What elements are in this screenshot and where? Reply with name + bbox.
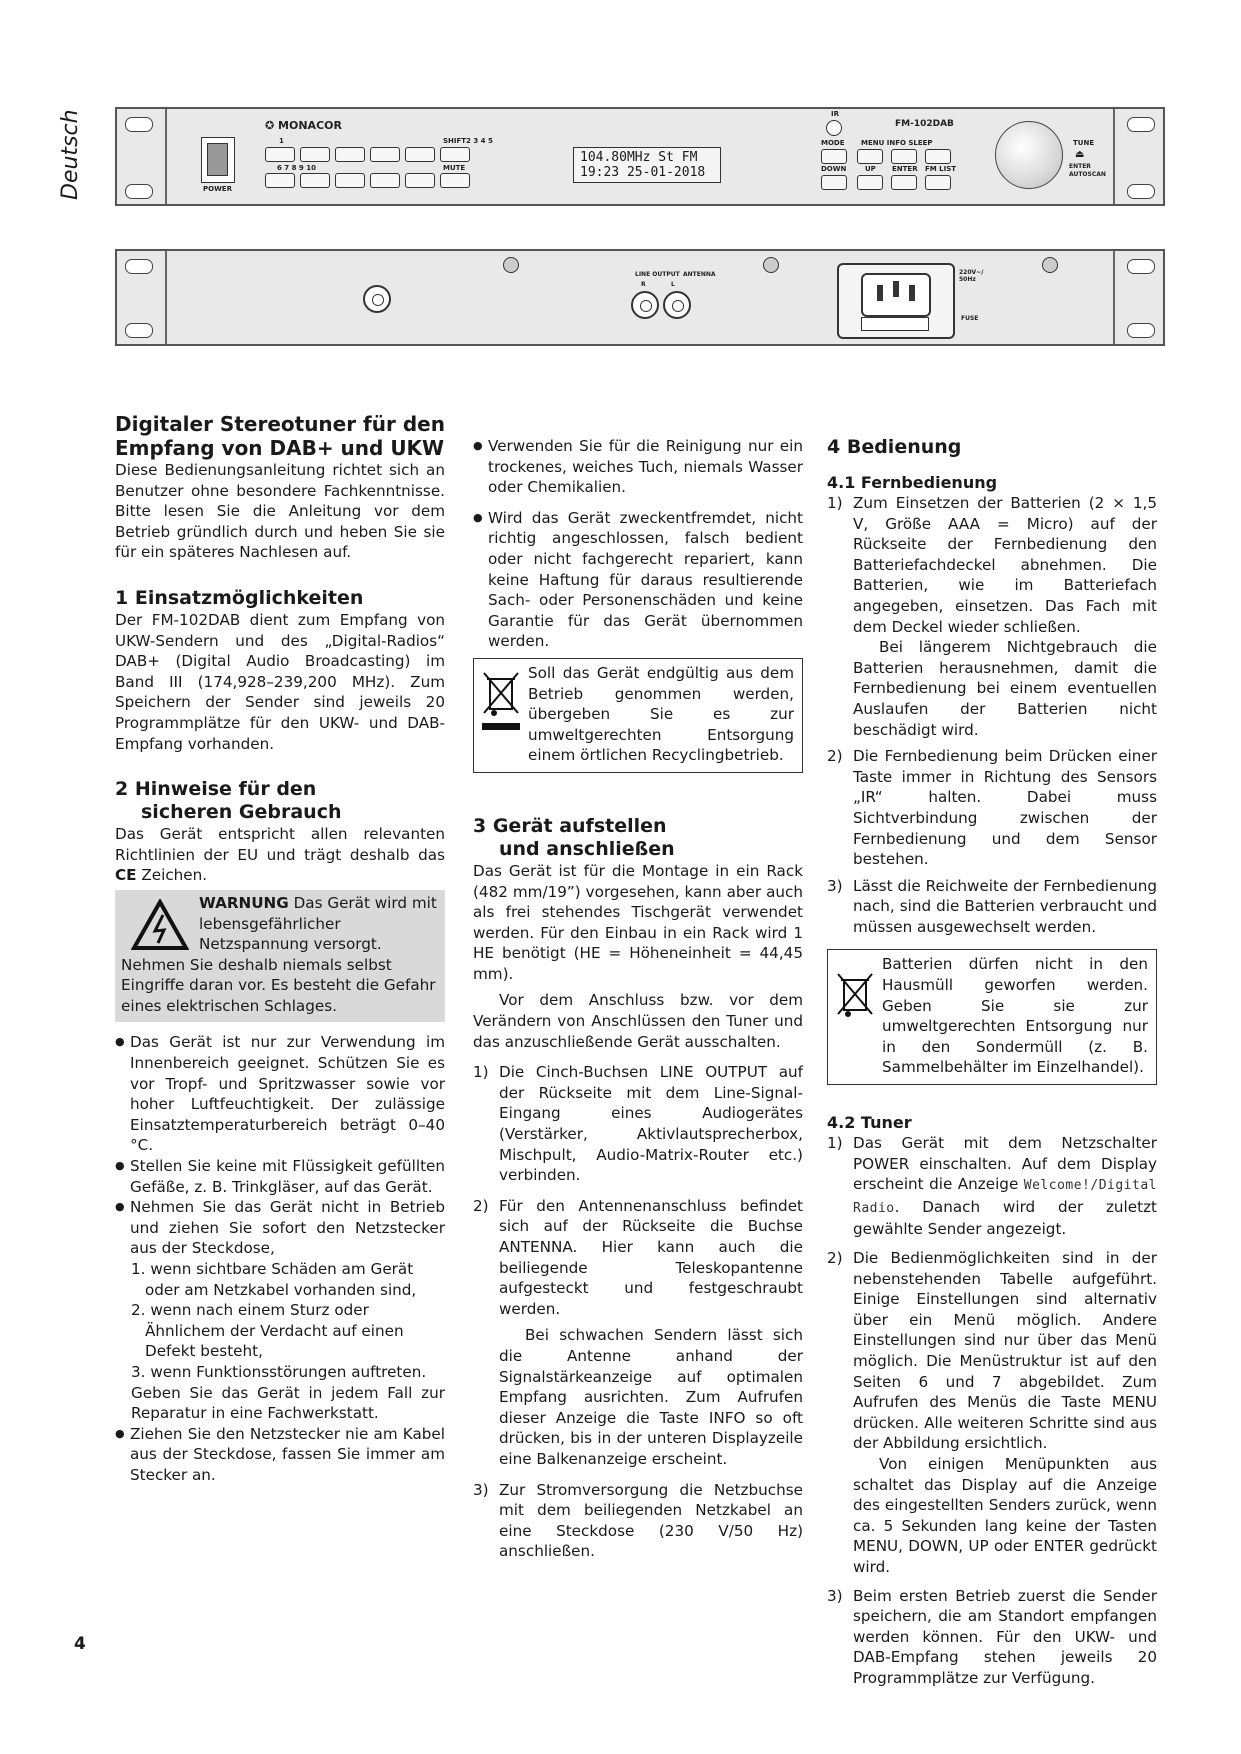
step-4-1-3: 3) Lässt die Reichweite der Fernbedienung nach, sind die Batterien verbraucht und müssen ausgewechselt werden. bbox=[827, 876, 1157, 936]
label-down: DOWN bbox=[821, 165, 847, 173]
step-3-2-detail: Bei schwachen Sendern lässt sich die Antenne anhand der Signalstärkeanzeige auf optimalen Empfang ausrichten. Zum Aufrufen dieser Anzeige die Taste INFO so oft drücken, bis in der unteren Displayzeile eine Balkenanzeige erscheint. bbox=[499, 1326, 803, 1468]
column-3 bbox=[827, 436, 1157, 1688]
bullet-unplug-reason-1: 1. wenn sichtbare Schäden am Gerät oder am Netzkabel vorhanden sind, bbox=[131, 1260, 417, 1299]
crossed-bin-icon bbox=[836, 972, 876, 1022]
line-output-r-jack bbox=[631, 291, 659, 319]
step-4-1-1-detail: Bei längerem Nichtgebrauch die Batterien herausnehmen, damit die Fernbedienung bei einem eventuellen Auslaufen der Batterien nicht beschädigt wird. bbox=[853, 638, 1157, 739]
electric-hazard-icon bbox=[131, 899, 189, 951]
column-2 bbox=[473, 436, 803, 1562]
front-panel-drawing bbox=[115, 107, 1165, 206]
page-number: 4 bbox=[74, 1634, 86, 1654]
rack-slot bbox=[1127, 117, 1155, 132]
screw bbox=[503, 257, 519, 273]
step-4-2-1: 1) Das Gerät mit dem Netzschalter POWER einschalten. Auf dem Display erscheint die Anzeige Welcome!/Digital Radio. Danach wird der zuletzt gewählte Sender angezeigt. bbox=[827, 1134, 1157, 1239]
display-text: Welcome!/Digital Radio bbox=[853, 1178, 1157, 1216]
bullet-cleaning: ● Verwenden Sie für die Reinigung nur ein trockenes, weiches Tuch, niemals Wasser oder Chemikalien. bbox=[473, 436, 803, 498]
line-output-l-jack bbox=[663, 291, 691, 319]
section-3-paragraph-2: Vor dem Anschluss bzw. vor dem Verändern von Anschlüssen den Tuner und das anzuschließende Gerät ausschalten. bbox=[473, 991, 803, 1051]
antenna-jack bbox=[363, 285, 391, 313]
warning-title: WARNUNG bbox=[199, 893, 289, 912]
battery-disposal-box bbox=[827, 949, 1157, 1085]
preset-button bbox=[300, 173, 330, 188]
step-4-2-2: 2) Die Bedienmöglichkeiten sind in der nebenstehenden Tabelle aufgeführt. Einige Einstellungen sind alternativ über ein Menü möglich. Andere Einstellungen sind nur über das Menü möglich. Die Menüstruktur ist auf den Seiten 6 und 7 abgebildet. Zum Aufrufen des Menüs die Taste MENU drücken. Alle weiteren Schritte sind aus der Abbildung ersichtlich. bbox=[827, 1249, 1157, 1453]
step-3-3: 3) Zur Stromversorgung die Netzbuchse mit dem beiliegenden Netzkabel an eine Steckdose (230 V/50 Hz) anschließen. bbox=[473, 1480, 803, 1561]
sleep-button bbox=[925, 149, 951, 164]
step-3-1: 1) Die Cinch-Buchsen LINE OUTPUT auf der Rückseite mit dem Line-Signal-Eingang eines Audiogerätes (Verstärker, Aktivlautsprecherbox, Mischpult, Audio-Matrix-Router etc.) verbinden. bbox=[473, 1063, 803, 1185]
step-4-2-2-detail: Von einigen Menüpunkten aus schaltet das Display auf die Anzeige des eingestellten Senders zurück, wenn ca. 5 Sekunden lang keine der Tasten MENU, DOWN, UP oder ENTER gedrückt wird. bbox=[853, 1454, 1157, 1576]
rack-slot bbox=[125, 323, 153, 338]
label-voltage: 220V~/ 50Hz bbox=[959, 269, 984, 283]
label-fm-list: FM LIST bbox=[925, 165, 957, 173]
label-line-output: LINE OUTPUT bbox=[635, 271, 680, 278]
section-1-heading: 1 Einsatzmöglichkeiten bbox=[115, 586, 364, 609]
tune-arrow-icon: ⏏ bbox=[1075, 149, 1085, 160]
section-2-paragraph: Das Gerät entspricht allen relevanten Richtlinien der EU und trägt deshalb das CE Zeichen. bbox=[115, 825, 445, 885]
label-tune: TUNE bbox=[1073, 139, 1095, 147]
disposal-text: Soll das Gerät endgültig aus dem Betrieb genommen werden, übergeben Sie es zur umweltgerechten Entsorgung einem örtlichen Recyclingbetrieb. bbox=[528, 663, 794, 765]
menu-button bbox=[857, 149, 883, 164]
ir-sensor bbox=[826, 120, 842, 136]
rack-ear-line bbox=[165, 109, 167, 204]
section-3-heading: 3 Gerät aufstellen und anschließen bbox=[473, 814, 675, 860]
column-1 bbox=[115, 412, 445, 1486]
preset-button bbox=[405, 173, 435, 188]
battery-disposal-text: Batterien dürfen nicht in den Hausmüll geworfen werden. Geben Sie sie zur umweltgerechten Entsorgung nur in den Sondermüll (z. B. Sammelbehälter im Einzelhandel). bbox=[882, 955, 1148, 1077]
label-mode: MODE bbox=[821, 139, 845, 147]
preset-button bbox=[370, 173, 400, 188]
ce-mark: CE bbox=[115, 866, 137, 885]
preset-button bbox=[335, 173, 365, 188]
rack-ear-line bbox=[1113, 109, 1115, 204]
info-button bbox=[891, 149, 917, 164]
rack-slot bbox=[1127, 184, 1155, 199]
rack-ear-line bbox=[1113, 251, 1115, 344]
label-row2: 6 7 8 9 10 bbox=[277, 164, 316, 172]
screw bbox=[1042, 257, 1058, 273]
rack-slot bbox=[125, 184, 153, 199]
bullet-unplug: ● Nehmen Sie das Gerät nicht in Betrieb und ziehen Sie sofort den Netzstecker aus der Steckdose, bbox=[115, 1197, 445, 1259]
preset-button bbox=[335, 147, 365, 162]
brand-logo: ✪ MONACOR bbox=[265, 119, 342, 132]
section-3-paragraph-1: Das Gerät ist für die Montage in ein Rack (482 mm/19”) vorgesehen, kann aber auch als frei stehendes Tischgerät verwendet werden. Für den Einbau in ein Rack wird 1 HE benötigt (HE = Höheneinheit = 44,45 mm). bbox=[473, 861, 803, 983]
bullet-liability: ● Wird das Gerät zweckentfremdet, nicht richtig angeschlossen, falsch bedient oder nicht fachgerecht repariert, kann keine Haftung für daraus resultierende Sach- oder Personenschäden und keine Garantie für das Gerät übernommen werden. bbox=[473, 508, 803, 652]
up-button bbox=[857, 175, 883, 190]
bullet-indoor-use: ● Das Gerät ist nur zur Verwendung im Innenbereich geeignet. Schützen Sie es vor Tropf- und Spritzwasser sowie vor hoher Luftfeuchtigkeit. Der zulässige Einsatztemperaturbereich beträgt 0–40 °C. bbox=[115, 1032, 445, 1156]
crossed-bin-icon bbox=[482, 671, 522, 733]
warning-box bbox=[115, 890, 445, 1023]
section-1-paragraph: Der FM-102DAB dient zum Empfang von UKW-Sendern und des „Digital-Radios“ DAB+ (Digital Audio Broadcasting) im Band III (174,928–239,200 MHz). Zum Speichern der Sender sind jeweils 20 Programmplätze für den UKW- und DAB-Empfang vorhanden. bbox=[115, 610, 445, 753]
back-panel-drawing bbox=[115, 249, 1165, 346]
step-4-2-3: 3) Beim ersten Betrieb zuerst die Sender speichern, die am Standort empfangen werden können. Für den UKW- und DAB-Empfang stehen jeweils 20 Programmplätze zur Verfügung. bbox=[827, 1586, 1157, 1687]
mains-socket bbox=[837, 263, 955, 339]
warning-text: Das Gerät wird mit lebensgefährlicher Netzspannung versorgt. Nehmen Sie deshalb niemals selbst Eingriffe daran vor. Es besteht die Gefahr eines elektrischen Schlages. bbox=[121, 893, 437, 1015]
section-4-heading: 4 Bedienung bbox=[827, 436, 962, 458]
rack-slot bbox=[125, 117, 153, 132]
language-label: Deutsch bbox=[58, 109, 83, 200]
step-3-2: 2) Für den Antennenanschluss befindet sich auf der Rückseite die Buchse ANTENNA. Hier kann auch die beiliegende Teleskopantenne aufgesteckt und festgeschraubt werden. bbox=[473, 1196, 803, 1318]
step-4-1-2: 2) Die Fernbedienung beim Drücken einer Taste immer in Richtung des Sensors „IR“ halten. Dabei muss Sichtverbindung zwischen der Fernbedienung und dem Sensor bestehen. bbox=[827, 747, 1157, 869]
label-fuse: FUSE bbox=[961, 315, 979, 322]
down-button bbox=[821, 175, 847, 190]
section-2-heading: 2 Hinweise für den sicheren Gebrauch bbox=[115, 778, 342, 824]
label-mute: MUTE bbox=[443, 164, 466, 172]
label-enter: ENTER bbox=[892, 165, 918, 173]
power-label: POWER bbox=[203, 185, 232, 193]
preset-button bbox=[265, 173, 295, 188]
intro-paragraph: Diese Bedienungsanleitung richtet sich an Benutzer ohne besondere Fachkenntnisse. Bitte lesen Sie die Anleitung vor dem Betrieb gründlich durch und heben Sie sie für ein späteres Nachlesen auf. bbox=[115, 461, 445, 562]
bullet-no-liquids: ● Stellen Sie keine mit Flüssigkeit gefüllten Gefäße, z. B. Trinkgläser, auf das Gerät. bbox=[115, 1156, 445, 1197]
mute-button bbox=[440, 173, 470, 188]
rack-ear-line bbox=[165, 251, 167, 344]
label-menu-info-sleep: MENU INFO SLEEP bbox=[861, 139, 933, 147]
screw bbox=[763, 257, 779, 273]
step-4-1-1: 1) Zum Einsetzen der Batterien (2 × 1,5 V, Größe AAA = Micro) auf der Rückseite der Fernbedienung den Batteriefachdeckel abnehmen. Die Batterien, wie im Batteriefach angegeben, einsetzen. Das Fach mit dem Deckel wieder schließen. bbox=[827, 494, 1157, 636]
tune-knob bbox=[995, 121, 1063, 189]
preset-button bbox=[440, 147, 470, 162]
label-antenna: ANTENNA bbox=[683, 271, 716, 278]
preset-button bbox=[370, 147, 400, 162]
label-up: UP bbox=[865, 165, 876, 173]
document-title: Digitaler Stereotuner für den Empfang von DAB+ und UKW bbox=[115, 412, 445, 460]
label-l: L bbox=[671, 281, 675, 288]
enter-button bbox=[891, 175, 917, 190]
front-display: 104.80MHz St FM 19:23 25-01-2018 bbox=[573, 147, 721, 183]
section-4-2-heading: 4.2 Tuner bbox=[827, 1113, 912, 1133]
label-ir: IR bbox=[831, 110, 839, 118]
bullet-mains-plug: ● Ziehen Sie den Netzstecker nie am Kabel aus der Steckdose, fassen Sie immer am Stecker an. bbox=[115, 1424, 445, 1486]
section-4-1-heading: 4.1 Fernbedienung bbox=[827, 473, 998, 492]
preset-button bbox=[300, 147, 330, 162]
label-model: FM-102DAB bbox=[895, 119, 954, 129]
mode-button bbox=[821, 149, 847, 164]
rack-slot bbox=[125, 259, 153, 274]
label-enter-autoscan: ENTER AUTOSCAN bbox=[1069, 163, 1106, 178]
fm-list-button bbox=[925, 175, 951, 190]
power-switch bbox=[201, 137, 235, 183]
rack-slot bbox=[1127, 323, 1155, 338]
label-shift: SHIFT2 3 4 5 bbox=[443, 137, 493, 145]
disposal-box bbox=[473, 658, 803, 773]
rack-slot bbox=[1127, 259, 1155, 274]
preset-button bbox=[265, 147, 295, 162]
bullet-unplug-reason-3: 3. wenn Funktionsstörungen auftreten. bbox=[131, 1362, 427, 1381]
label-1: 1 bbox=[279, 137, 284, 145]
bullet-unplug-reason-2: 2. wenn nach einem Sturz oder Ähnlichem der Verdacht auf einen Defekt besteht, bbox=[131, 1301, 404, 1361]
label-r: R bbox=[641, 281, 646, 288]
bullet-unplug-repair: Geben Sie das Gerät in jedem Fall zur Reparatur in eine Fachwerkstatt. bbox=[131, 1383, 445, 1423]
preset-button bbox=[405, 147, 435, 162]
